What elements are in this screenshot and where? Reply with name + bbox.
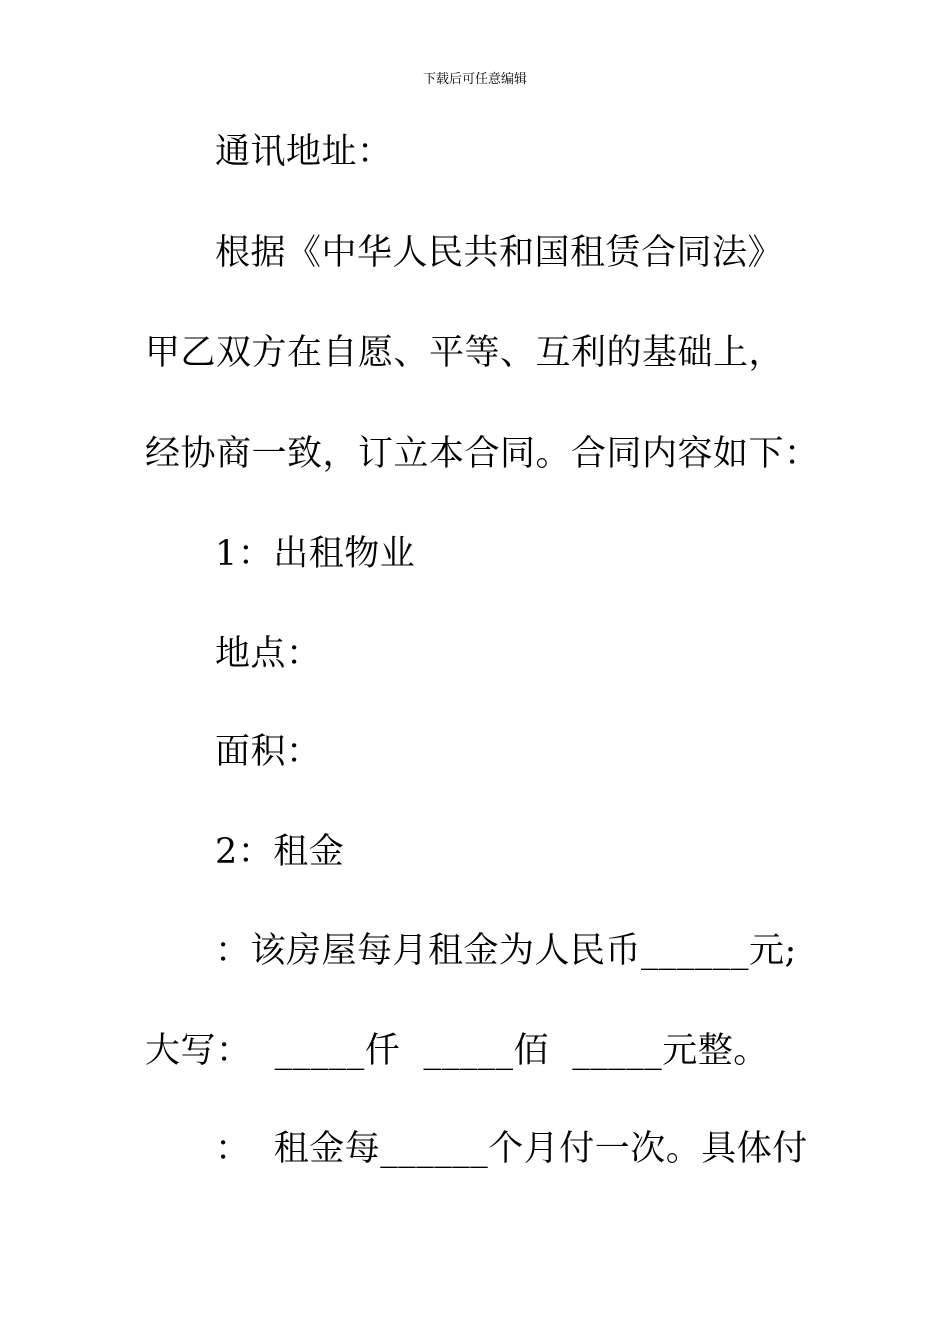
section-2-heading: 2：租金 xyxy=(215,832,345,872)
address-label: 通讯地址： xyxy=(215,132,393,172)
legal-basis-line: 根据《中华人民共和国租赁合同法》 xyxy=(215,233,784,273)
area-label: 面积： xyxy=(215,732,322,772)
contract-intro-line: 经协商一致，订立本合同。合同内容如下： xyxy=(145,434,820,474)
section-1-heading: 1：出租物业 xyxy=(215,534,416,574)
location-label: 地点： xyxy=(215,634,322,674)
payment-frequency-line: ： 租金每______个月付一次。具体付 xyxy=(215,1129,808,1169)
rent-in-words-line: 大写： _____仟 _____佰 _____元整。 xyxy=(145,1031,769,1071)
monthly-rent-line: ：该房屋每月租金为人民币______元; xyxy=(215,931,797,971)
header-note: 下载后可任意编辑 xyxy=(422,72,527,87)
agreement-basis-line: 甲乙双方在自愿、平等、互利的基础上， xyxy=(145,333,785,373)
